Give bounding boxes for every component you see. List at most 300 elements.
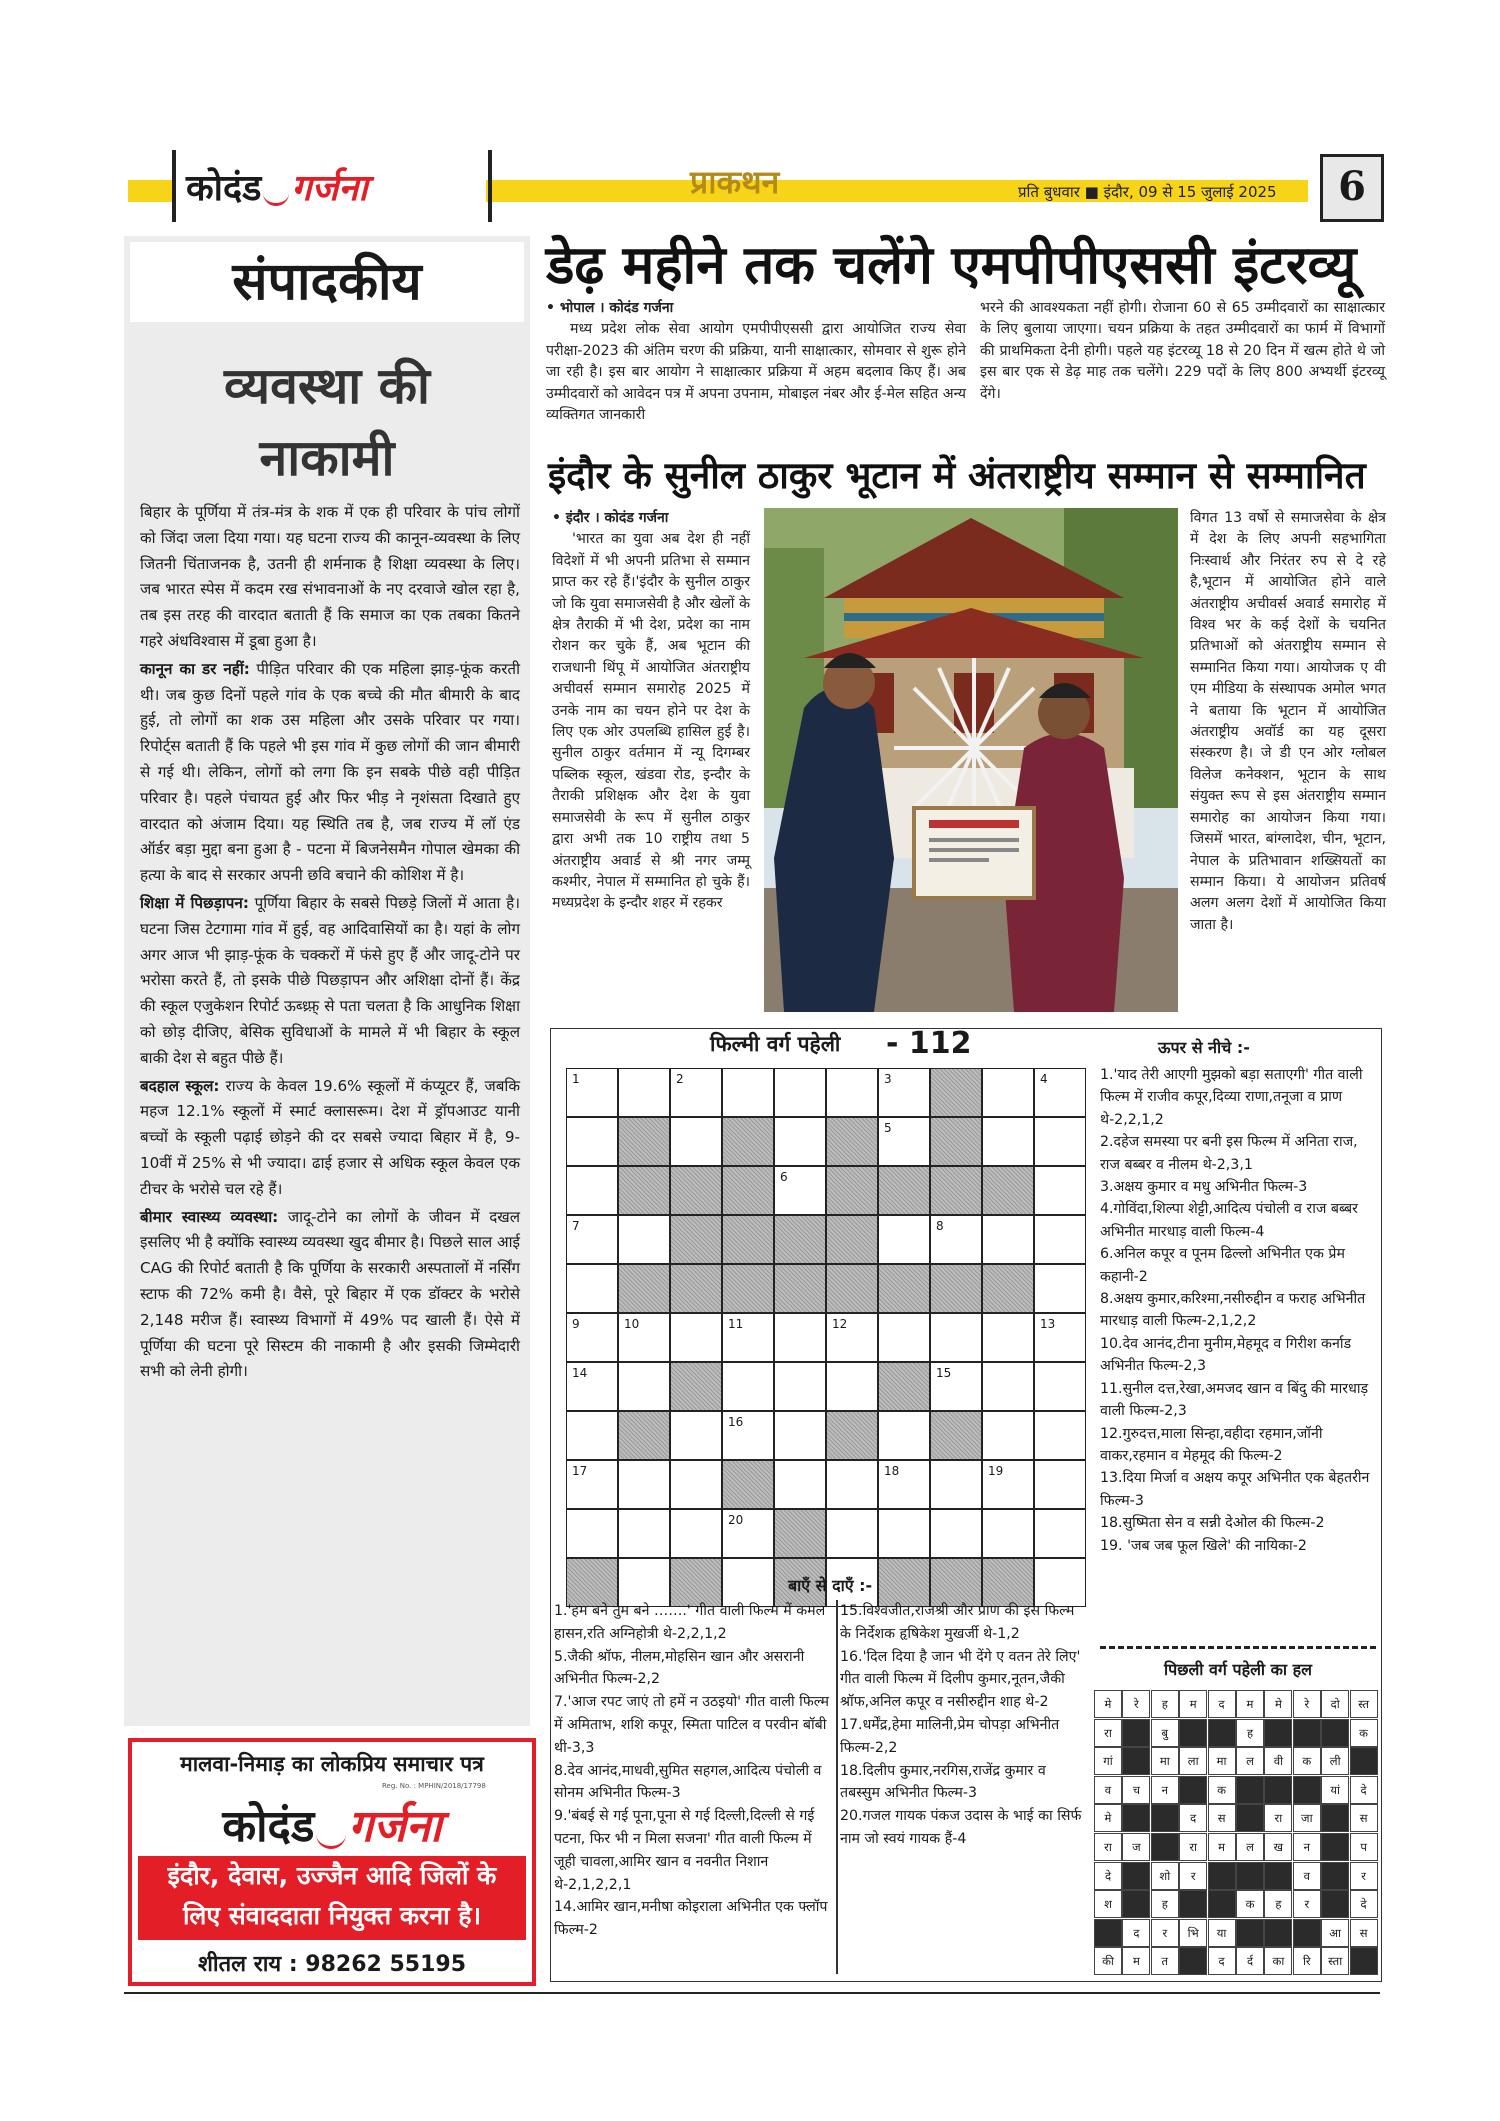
crossword-cell[interactable] [982,1460,1034,1509]
solution-cell: आ [1321,1919,1349,1947]
solution-cell: न [1151,1776,1179,1804]
solution-cell: श [1094,1890,1122,1918]
crossword-cell[interactable] [774,1117,826,1166]
crossword-cell[interactable] [722,1166,774,1215]
solution-cell [1179,1947,1207,1975]
solution-cell: की [1094,1947,1122,1975]
clue-divider [836,1600,838,1974]
cell-number: 17 [572,1464,588,1478]
down-clue: 10.देव आनंद,टीना मुनीम,मेहमूद व गिरीश कर्नाड अभिनीत फिल्म-2,3 [1100,1335,1352,1375]
crossword-cell[interactable] [930,1117,982,1166]
crossword-cell[interactable] [774,1460,826,1509]
ad-contact: शीतल राय : 98262 55195 [197,1952,467,1977]
crossword-cell[interactable] [930,1264,982,1313]
solution-cell [1094,1919,1122,1947]
ad-logo-garjana: गर्जना [348,1801,442,1852]
footer-rule [124,1992,1380,1994]
solution-cell: स [1350,1919,1378,1947]
crossword-title: फिल्मी वर्ग पहेली [710,1032,841,1056]
masthead-divider [488,150,492,222]
solution-cell: स्ता [1321,1947,1349,1975]
solution-cell [1293,1919,1321,1947]
across-clue: 20.गजल गायक पंकज उदास के भाई का सिर्फ नाम जो स्वयं गायक हैं-4 [840,1808,1082,1847]
crossword-cell[interactable] [982,1509,1034,1558]
cell-number: 19 [988,1464,1004,1478]
dateline: प्रति बुधवार ■ इंदौर, 09 से 15 जुलाई 2025 [1018,183,1277,201]
crossword-cell[interactable] [930,1313,982,1362]
paragraph-text: जादू-टोने का लोगों के जीवन में दखल इसलिए भी है क्योंकि स्वास्थ्य व्यवस्था खुद बीमार है। पिछले साल आई CAG की रिपोर्ट बताती है कि पूर्णिया के सरकारी अस्पतालों में नर्सिंग स्टाफ की 72% कमी है। वैसे, पूरे बिहार में एक डॉक्टर के भरोसे 2,148 मरीज हैं। स्वास्थ्य विभागों में 49% पद खाली हैं। ऐसे में पूर्णिया की घटना पूरे सिस्टम की नाकामी है और इसकी जिम्मेदारी सभी को लेनी होगी। [140,1207,521,1381]
crossword-cell[interactable] [670,1509,722,1558]
crossword-cell[interactable] [618,1460,670,1509]
solution-cell: भि [1179,1919,1207,1947]
solution-cell: प [1350,1833,1378,1861]
bow-arrow-icon [316,1824,346,1849]
solution-cell [1236,1804,1264,1832]
cell-number: 9 [572,1317,580,1331]
crossword-cell[interactable] [982,1362,1034,1411]
solution-cell: व [1293,1862,1321,1890]
page-number: 6 [1320,154,1384,222]
crossword-cell[interactable] [566,1411,618,1460]
solution-cell: क [1350,1719,1378,1747]
crossword-cell[interactable] [1034,1460,1086,1509]
down-clue: 13.दिया मिर्जा व अक्षय कपूर अभिनीत एक बेहतरीन फिल्म-3 [1100,1470,1370,1509]
crossword-cell[interactable] [618,1166,670,1215]
crossword-cell[interactable] [722,1264,774,1313]
editorial-title [124,350,530,494]
crossword-cell[interactable] [618,1117,670,1166]
ad-tagline: मालवा-निमाड़ का लोकप्रिय समाचार पत्र [180,1752,484,1776]
paragraph-lead: बदहाल स्कूल: [140,1076,220,1095]
crossword-cell[interactable] [774,1068,826,1117]
solution-cell: र [1179,1862,1207,1890]
solution-cell [1179,1890,1207,1918]
paragraph-text: पीड़ित परिवार की एक महिला झाड़-फूंक करती थी। जब कुछ दिनों पहले गांव के एक बच्चे की मौत बीमारी के बाद हुई, तो लोगों का शक उस महिला और उसके परिवार पर गया। रिपोर्ट्स बताती हैं कि पहले भी इस गांव में कुछ लोगों की जान बीमारी से गई थी। लेकिन, लोगों को लगा कि इन सबके पीछे वही पीड़ित परिवार है। पहले पंचायत हुई और फिर भीड़ ने नृशंसता दिखाते हुए वारदात को अंजाम दिया। यह स्थिति तब है, जब राज्य में लॉ एंड ऑर्डर बड़ा मुद्दा बना हुआ है - पटना में बिजनेसमैन गोपाल खेमका की हत्या के बाद से सरकार अपनी छवि बचाने की कोशिश में है। [140,659,520,885]
solution-cell: स्त [1350,1690,1378,1718]
article2-column1 [552,508,750,915]
down-clue: 1.'याद तेरी आएगी मुझको बड़ा सताएगी' गीत वाली फिल्म में राजीव कपूर,दिव्या राणा,तनूजा व प्राण थे-2,2,1,2 [1100,1067,1363,1128]
solution-cell: मा [1151,1747,1179,1775]
crossword-cell[interactable] [618,1215,670,1264]
solution-cell [1321,1833,1349,1861]
article2-headline: इंदौर के सुनील ठाकुर भूटान में अंतराष्ट्रीय सम्मान से सम्मानित [548,454,1366,497]
down-clue: 12.गुरुदत्त,माला सिन्हा,वहीदा रहमान,जॉनी वाकर,रहमान व मेहमूद की फिल्म-2 [1100,1425,1323,1464]
crossword-cell[interactable] [826,1509,878,1558]
solution-cell [1179,1776,1207,1804]
solution-cell: द [1208,1690,1236,1718]
crossword-cell[interactable] [670,1215,722,1264]
cell-number: 10 [624,1317,640,1331]
solution-cell: रा [1094,1833,1122,1861]
solution-cell: ह [1151,1690,1179,1718]
editorial-paragraph [140,891,520,1072]
solution-cell: ह [1236,1719,1264,1747]
crossword-cell[interactable] [566,1068,618,1117]
solution-cell: स [1350,1804,1378,1832]
award-photo [764,508,1178,1012]
solution-cell: बु [1151,1719,1179,1747]
crossword-cell[interactable] [1034,1509,1086,1558]
solution-cell: च [1122,1776,1150,1804]
crossword-cell[interactable] [826,1411,878,1460]
solution-cell: ह [1151,1890,1179,1918]
crossword-cell[interactable] [878,1166,930,1215]
cell-number: 13 [1040,1317,1056,1331]
solution-cell [1208,1719,1236,1747]
crossword-cell[interactable] [774,1509,826,1558]
solution-cell: रे [1293,1690,1321,1718]
crossword-cell[interactable] [826,1362,878,1411]
paragraph-lead: बीमार स्वास्थ्य व्यवस्था: [140,1207,279,1226]
paragraph-text: राज्य के केवल 19.6% स्कूलों में कंप्यूटर हैं, जबकि महज 12.1% स्कूलों में स्मार्ट क्लासरूम। देश में ड्रॉपआउट यानी बच्चों के स्कूली पढ़ाई छोड़ने की दर सबसे ज्यादा बिहार में है, 9-10वीं में 25% से भी ज्यादा। ढाई हजार से अधिक स्कूल केवल एक टीचर के भरोसे चल रहे हैं। [140,1076,521,1198]
solution-cell: क [1293,1747,1321,1775]
logo-text-kodand: कोदंड [186,168,262,209]
solution-cell: शो [1151,1862,1179,1890]
solution-cell [1151,1833,1179,1861]
solution-cell [1264,1719,1292,1747]
crossword-number: - 112 [886,1026,972,1061]
solution-cell [1321,1804,1349,1832]
crossword-cell[interactable] [982,1313,1034,1362]
crossword-cell[interactable] [982,1068,1034,1117]
solution-cell: ख [1264,1833,1292,1861]
crossword-cell[interactable] [670,1460,722,1509]
solution-cell: दे [1350,1890,1378,1918]
solution-cell [1122,1862,1150,1890]
across-clue: 15.विश्वजीत,राजश्री और प्राण की इस फिल्म के निर्देशक हृषिकेश मुखर्जी थे-1,2 [840,1603,1075,1642]
editorial-heading: संपादकीय [232,251,422,312]
crossword-cell[interactable] [930,1509,982,1558]
solution-cell: त [1151,1947,1179,1975]
crossword-cell[interactable] [670,1264,722,1313]
down-clue: 6.अनिल कपूर व पूनम ढिल्लो अभिनीत एक प्रेम कहानी-2 [1100,1246,1345,1285]
solution-cell: रा [1094,1719,1122,1747]
crossword-cell[interactable] [878,1068,930,1117]
crossword-cell[interactable] [618,1313,670,1362]
across-clue: 17.धर्मेंद्र,हेमा मालिनी,प्रेम चोपड़ा अभिनीत फिल्म-2,2 [840,1716,1060,1756]
solution-cell: र [1293,1890,1321,1918]
solution-cell: मे [1094,1690,1122,1718]
solution-cell [1122,1890,1150,1918]
solution-cell: क [1236,1890,1264,1918]
crossword-cell[interactable] [774,1215,826,1264]
editorial-paragraph [140,657,520,889]
crossword-cell[interactable] [722,1215,774,1264]
cell-number: 18 [884,1464,900,1478]
crossword-cell[interactable] [930,1068,982,1117]
cell-number: 8 [936,1219,944,1233]
solution-cell [1122,1804,1150,1832]
advertisement [128,1738,536,1986]
crossword-cell[interactable] [670,1117,722,1166]
paragraph-text: बिहार के पूर्णिया में तंत्र-मंत्र के शक में एक ही परिवार के पांच लोगों को जिंदा जला दिया गया। यह घटना राज्य की कानून-व्यवस्था के लिए जितनी चिंताजनक है, उतनी ही शर्मनाक है शिक्षा व्यवस्था के लिए। जब भारत स्पेस में कदम रख संभावनाओं के नए दरवाजे खोल रहा है, तब इस तरह की वारदात बताती हैं कि समाज का एक तबका कितने गहरे अंधविश्वास में डूबा हुआ है। [140,503,520,650]
crossword-cell[interactable] [982,1166,1034,1215]
down-clue: 8.अक्षय कुमार,करिश्मा,नसीरुद्दीन व फराह अभिनीत मारधाड़ वाली फिल्म-2,1,2,2 [1100,1291,1366,1330]
crossword-cell[interactable] [618,1264,670,1313]
solution-cell: व [1094,1776,1122,1804]
solution-cell [1122,1719,1150,1747]
solution-cell: ज [1122,1833,1150,1861]
crossword-cell[interactable] [878,1215,930,1264]
crossword-cell[interactable] [722,1068,774,1117]
editorial-paragraph [140,1205,520,1386]
crossword-cell[interactable] [722,1313,774,1362]
cell-number: 12 [832,1317,848,1331]
solution-cell [1179,1719,1207,1747]
article2-column3: विगत 13 वर्षो से समाजसेवा के क्षेत्र में देश के लिए अपनी सहभागिता निःस्वार्थ और निरंतर रुप से दे रहे है,भूटान में आयोजित होने वाले अंतराष्ट्रीय अचीवर्स अवार्ड समारोह में विश्व भर के कई देशों के चयनित प्रतिभाओं को अंतराष्ट्रीय सम्मान से सम्मानित किया गया। आयोजक ए वी एम मीडिया के संस्थापक अमोल भगत ने बताया कि भूटान में आयोजित अंतराष्ट्रीय अवॉर्ड का यह दूसरा संस्करण है। जे डी एन ओर ग्लोबल विलेज कनेक्शन, भूटान के साथ संयुक्त रूप से इस अंतराष्ट्रीय सम्मान समारोह का आयोजन किया गया। जिसमें भारत, बांग्लादेश, चीन, भूटान, नेपाल के प्रतिभावान शख्सियतों का सम्मान किया। ये आयोजन प्रतिवर्ष अलग अलग देशों में आयोजित किया जाता है। [1190,510,1386,933]
masthead-logo [176,154,486,220]
crossword-cell[interactable] [566,1313,618,1362]
solution-cell: द [1208,1947,1236,1975]
solution-cell: रे [1122,1690,1150,1718]
solution-cell [1350,1747,1378,1775]
crossword-cell[interactable] [1034,1411,1086,1460]
down-clues-heading: ऊपर से नीचे :- [1158,1038,1250,1057]
crossword-cell[interactable] [1034,1068,1086,1117]
across-clues-col1 [554,1600,834,1942]
article2-byline: • इंदौर । कोदंड गर्जना [552,510,669,526]
solution-cell: म [1208,1833,1236,1861]
crossword-cell[interactable] [930,1166,982,1215]
ad-logo-kodand: कोदंड [222,1801,315,1852]
crossword-cell[interactable] [1034,1362,1086,1411]
solution-cell [1264,1776,1292,1804]
solution-cell [1208,1890,1236,1918]
crossword-cell[interactable] [826,1313,878,1362]
paragraph-lead: शिक्षा में पिछड़ापन: [140,893,249,912]
cell-number: 4 [1040,1072,1048,1086]
editorial-body [140,500,520,1387]
solution-cell: वी [1264,1747,1292,1775]
cell-number: 2 [676,1072,684,1086]
down-clues [1100,1064,1376,1557]
ad-recruitment-banner [138,1856,526,1940]
crossword-cell[interactable] [670,1068,722,1117]
solution-cell [1321,1890,1349,1918]
solution-cell [1293,1776,1321,1804]
bow-arrow-icon [263,185,289,206]
solution-cell: र [1350,1862,1378,1890]
across-clue: 8.देव आनंद,माधवी,सुमित सहगल,आदित्य पंचोली व सोनम अभिनीत फिल्म-3 [554,1762,822,1802]
award-photo-image [764,508,1178,1012]
crossword-cell[interactable] [878,1411,930,1460]
solution-cell: या [1208,1919,1236,1947]
solution-cell: मे [1094,1804,1122,1832]
crossword-cell[interactable] [982,1264,1034,1313]
ad-logo [162,1794,502,1854]
crossword-cell[interactable] [722,1362,774,1411]
article1-headline: डेढ़ महीने तक चलेंगे एमपीपीएससी इंटरव्यू [546,235,1357,296]
crossword-cell[interactable] [670,1166,722,1215]
crossword-cell[interactable] [826,1264,878,1313]
solution-cell: दो [1321,1690,1349,1718]
crossword-cell[interactable] [982,1117,1034,1166]
solution-cell [1236,1862,1264,1890]
ad-banner-line1: इंदौर, देवास, उज्जैन आदि जिलों के [167,1861,497,1890]
solution-heading: पिछली वर्ग पहेली का हल [1164,1660,1312,1679]
crossword-cell[interactable] [878,1362,930,1411]
crossword-cell[interactable] [878,1460,930,1509]
crossword-cell[interactable] [982,1215,1034,1264]
crossword-cell[interactable] [1034,1313,1086,1362]
cell-number: 20 [728,1513,744,1527]
crossword-cell[interactable] [566,1117,618,1166]
cell-number: 16 [728,1415,744,1429]
crossword-cell[interactable] [722,1509,774,1558]
logo-text-garjana: गर्जना [291,167,368,209]
solution-cell: ली [1321,1747,1349,1775]
solution-cell: म [1179,1690,1207,1718]
crossword-cell[interactable] [670,1411,722,1460]
solution-cell [1321,1862,1349,1890]
cell-number: 7 [572,1219,580,1233]
crossword-cell[interactable] [618,1411,670,1460]
crossword-cell[interactable] [826,1166,878,1215]
solution-cell: म [1122,1947,1150,1975]
solution-cell: र [1151,1919,1179,1947]
solution-cell [1350,1947,1378,1975]
solution-cell [1208,1862,1236,1890]
cell-number: 1 [572,1072,580,1086]
across-clue: 9.'बंबई से गई पूना,पूना से गई दिल्ली,दिल्ली से गई पटना, फिर भी न मिला सजना' गीत वाली फिल्म में जूही चावला,आमिर खान व नवनीत निशान थे-2,1,2,2,1 [554,1808,815,1893]
solution-divider [1100,1646,1376,1649]
solution-cell: द [1122,1919,1150,1947]
solution-cell: स [1208,1804,1236,1832]
crossword-cell[interactable] [774,1264,826,1313]
across-clue: 14.आमिर खान,मनीषा कोइराला अभिनीत एक फ्लॉप फिल्म-2 [554,1899,828,1939]
solution-cell: रा [1264,1804,1292,1832]
article1-byline: • भोपाल । कोदंड गर्जना [546,300,674,316]
paragraph-text: पूर्णिया बिहार के सबसे पिछड़े जिलों में आता है। घटना जिस टेटगामा गांव में हुई, वह आदिवासियों का है। यहां के लोग अगर आज भी झाड़-फूंक के चक्करों में फंसे हुए हैं और जादू-टोने पर भरोसा करते हैं, तो इसके पीछे पिछड़ापन और अशिक्षा दोनों हैं। केंद्र की स्कूल एजुकेशन रिपोर्ट ऊब्ध्र्फ़् से पता चलता है कि आधुनिक शिक्षा को छोड़ दीजिए, बेसिक सुविधाओं के मामले में भी बिहार के स्कूल बाकी देश से बहुत पीछे हैं। [140,893,521,1067]
crossword-cell[interactable] [878,1509,930,1558]
across-clue: 16.'दिल दिया है जान भी देंगे ए वतन तेरे लिए' गीत वाली फिल्म में दिलीप कुमार,नूतन,जैकी श्रॉफ,अनिल कपूर व नसीरुद्दीन शाह थे-2 [840,1648,1081,1711]
crossword-cell[interactable] [774,1362,826,1411]
crossword-cell[interactable] [722,1460,774,1509]
cell-number: 3 [884,1072,892,1086]
solution-cell [1264,1862,1292,1890]
down-clue: 3.अक्षय कुमार व मधु अभिनीत फिल्म-3 [1100,1179,1308,1196]
crossword-cell[interactable] [878,1313,930,1362]
editorial-paragraph [140,500,520,655]
solution-cell [1293,1719,1321,1747]
crossword-cell[interactable] [566,1264,618,1313]
editorial-paragraph [140,1074,520,1203]
solution-cell: क [1208,1776,1236,1804]
crossword-cell[interactable] [774,1411,826,1460]
crossword-cell[interactable] [1034,1215,1086,1264]
across-clue: 18.दिलीप कुमार,नरगिस,राजेंद्र कुमार व तबस्सुम अभिनीत फिल्म-3 [840,1762,1046,1802]
solution-cell [1321,1719,1349,1747]
solution-cell: दे [1350,1776,1378,1804]
article1-column1 [546,298,966,426]
crossword-cell[interactable] [566,1460,618,1509]
crossword-cell[interactable] [722,1411,774,1460]
solution-cell: ल [1236,1833,1264,1861]
solution-cell [1264,1919,1292,1947]
solution-cell: म [1236,1690,1264,1718]
editorial-title-line2: नाकामी [259,429,395,487]
solution-cell: का [1264,1947,1292,1975]
across-clues-heading: बाएँ से दाएँ :- [788,1576,873,1595]
crossword-cell[interactable] [722,1117,774,1166]
article2-text1: 'भारत का युवा अब देश ही नहीं विदेशों में भी अपनी प्रतिभा से सम्मान प्राप्त कर रहे हैं।'इंदौर के सुनील ठाकुर जो कि युवा समाजसेवी है और खेलों के क्षेत्र तैराकी में भी देश, प्रदेश का नाम रोशन कर चुके हैं, अब भूटान की राजधानी थिंपू में आयोजित अंतराष्ट्रीय अचीवर्स सम्मान समारोह 2025 में उनके नाम का चयन होने पर देश के लिए एक ओर उपलब्धि हासिल हुई है। सुनील ठाकुर वर्तमान में न्यू दिगम्बर पब्लिक स्कूल, खंडवा रोड, इन्दौर के तैराकी प्रशिक्षक और देश के युवा समाजसेवी के रूप में सुनील ठाकुर द्वारा अभी तक 10 राष्ट्रीय तथा 5 अंतराष्ट्रीय अवार्ड से श्री नगर जम्मू कश्मीर, नेपाल में सम्मानित हो चुके हैं। मध्यप्रदेश के इन्दौर शहर में रहकर [552,531,750,912]
crossword-cell[interactable] [618,1068,670,1117]
solution-cell: द [1179,1804,1207,1832]
solution-cell: ला [1179,1747,1207,1775]
across-clue: 5.जैकी श्रॉफ, नीलम,मोहसिन खान और असरानी अभिनीत फिल्म-2,2 [554,1648,805,1688]
crossword-cell[interactable] [826,1068,878,1117]
crossword-cell[interactable] [826,1460,878,1509]
down-clue: 19. 'जब जब फूल खिले' की नायिका-2 [1100,1537,1307,1554]
crossword-cell[interactable] [1034,1166,1086,1215]
crossword-cell[interactable] [930,1362,982,1411]
solution-cell: गां [1094,1747,1122,1775]
across-clue: 1.'हम बने तुम बने …….' गीत वाली फिल्म में कमल हासन,रति अग्निहोत्री थे-2,2,1,2 [554,1603,826,1642]
crossword-cell[interactable] [566,1509,618,1558]
crossword-cell[interactable] [826,1117,878,1166]
paragraph-lead: कानून का डर नहीं: [140,659,250,678]
crossword-cell[interactable] [930,1215,982,1264]
solution-cell [1122,1747,1150,1775]
solution-cell [1151,1804,1179,1832]
solution-cell [1236,1919,1264,1947]
crossword-cell[interactable] [774,1166,826,1215]
ad-registration: Reg. No. : MPHIN/2018/17798 [382,1782,486,1790]
section-label: प्राकथन [690,163,780,201]
crossword-cell[interactable] [618,1509,670,1558]
cell-number: 11 [728,1317,744,1331]
solution-cell [1236,1776,1264,1804]
crossword-cell[interactable] [826,1215,878,1264]
down-clue: 4.गोविंदा,शिल्पा शेट्टी,आदित्य पंचोली व राज बब्बर अभिनीत मारधाड़ वाली फिल्म-4 [1100,1201,1358,1240]
across-clues-col2 [840,1600,1088,1851]
solution-cell: मा [1208,1747,1236,1775]
crossword-cell[interactable] [930,1460,982,1509]
solution-cell: यां [1321,1776,1349,1804]
article1-column2: भरने की आवश्यकता नहीं होगी। रोजाना 60 से 65 उम्मीदवारों का साक्षात्कार के लिए बुलाया जाएगा। चयन प्रक्रिया के तहत उम्मीदवारों का फार्म में विभागों की प्राथमिकता देनी होगी। पहले यह इंटरव्यू 18 से 20 दिन में खत्म होते थे जो इस बार एक से डेढ़ माह तक चलेंगे। 229 पदों के लिए 800 अभ्यर्थी इंटरव्यू देंगे। [980,300,1385,402]
crossword-cell[interactable] [1034,1117,1086,1166]
solution-cell: दे [1094,1862,1122,1890]
article1-text1: मध्य प्रदेश लोक सेवा आयोग एमपीपीएससी द्वारा आयोजित राज्य सेवा परीक्षा-2023 की अंतिम चरण की प्रक्रिया, यानी साक्षात्कार, सोमवार से शुरू होने जा रही है। इस बार आयोग ने साक्षात्कार प्रक्रिया में अहम बदलाव किए हैं। अब उम्मीदवारों को आवेदन पत्र में अपना उपनाम, मोबाइल नंबर और ई-मेल सहित अन्य व्यक्तिगत जानकारी [546,321,966,424]
crossword-cell[interactable] [774,1313,826,1362]
crossword-cell[interactable] [670,1362,722,1411]
crossword-cell[interactable] [930,1411,982,1460]
crossword-cell[interactable] [566,1362,618,1411]
cell-number: 14 [572,1366,588,1380]
down-clue: 2.दहेज समस्या पर बनी इस फिल्म में अनिता राज, राज बब्बर व नीलम थे-2,3,1 [1100,1134,1358,1173]
solution-cell: रि [1293,1947,1321,1975]
down-clue: 18.सुष्मिता सेन व सन्नी देओल की फिल्म-2 [1100,1515,1325,1532]
cell-number: 6 [780,1170,788,1184]
crossword-cell[interactable] [670,1313,722,1362]
crossword-cell[interactable] [1034,1264,1086,1313]
cell-number: 15 [936,1366,952,1380]
editorial-title-line1: व्यवस्था की [223,357,430,415]
crossword-cell[interactable] [878,1264,930,1313]
crossword-cell[interactable] [618,1362,670,1411]
across-clue: 7.'आज रपट जाएं तो हमें न उठइयो' गीत वाली फिल्म में अमिताभ, शशि कपूर, स्मिता पाटिल व परवीन बॉबी थी-3,3 [554,1694,829,1756]
crossword-cell[interactable] [878,1117,930,1166]
crossword-cell[interactable] [566,1166,618,1215]
solution-cell: जा [1293,1804,1321,1832]
ad-banner-line2: लिए संवाददाता नियुक्त करना है। [182,1901,482,1930]
solution-cell: ल [1236,1747,1264,1775]
solution-cell: न [1293,1833,1321,1861]
crossword-cell[interactable] [566,1215,618,1264]
crossword-cell[interactable] [982,1411,1034,1460]
solution-cell: मे [1264,1690,1292,1718]
down-clue: 11.सुनील दत्त,रेखा,अमजद खान व बिंदु की मारधाड़ वाली फिल्म-2,3 [1100,1380,1369,1420]
